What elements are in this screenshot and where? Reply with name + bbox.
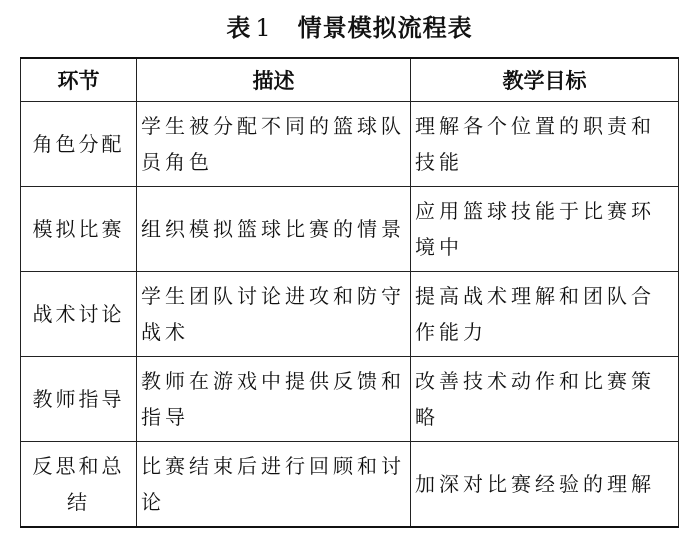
table-row xyxy=(21,357,679,442)
table-row xyxy=(21,442,679,528)
table-row xyxy=(21,187,679,272)
stage-cell: 角色分配 xyxy=(21,102,137,187)
header-description: 描述 xyxy=(137,58,411,102)
description-cell: 组织模拟篮球比赛的情景 xyxy=(137,187,411,272)
table-caption xyxy=(0,8,699,43)
goal-cell: 加深对比赛经验的理解 xyxy=(411,442,679,528)
caption-prefix: 表 xyxy=(226,14,252,42)
stage-cell: 教师指导 xyxy=(21,357,137,442)
stage-cell: 反思和总结 xyxy=(21,442,137,528)
table-row xyxy=(21,272,679,357)
goal-cell: 改善技术动作和比赛策略 xyxy=(411,357,679,442)
description-cell: 学生被分配不同的篮球队员角色 xyxy=(137,102,411,187)
description-cell: 教师在游戏中提供反馈和指导 xyxy=(137,357,411,442)
goal-cell: 应用篮球技能于比赛环境中 xyxy=(411,187,679,272)
stage-cell: 战术讨论 xyxy=(21,272,137,357)
caption-number: 1 xyxy=(255,14,272,42)
goal-cell: 理解各个位置的职责和技能 xyxy=(411,102,679,187)
description-cell: 学生团队讨论进攻和防守战术 xyxy=(137,272,411,357)
description-cell: 比赛结束后进行回顾和讨论 xyxy=(137,442,411,528)
simulation-flow-table xyxy=(20,57,679,528)
caption-title: 情景模拟流程表 xyxy=(297,14,473,42)
header-goal: 教学目标 xyxy=(411,58,679,102)
table-row xyxy=(21,102,679,187)
stage-cell: 模拟比赛 xyxy=(21,187,137,272)
goal-cell: 提高战术理解和团队合作能力 xyxy=(411,272,679,357)
table-header-row xyxy=(21,58,679,102)
header-stage: 环节 xyxy=(21,58,137,102)
